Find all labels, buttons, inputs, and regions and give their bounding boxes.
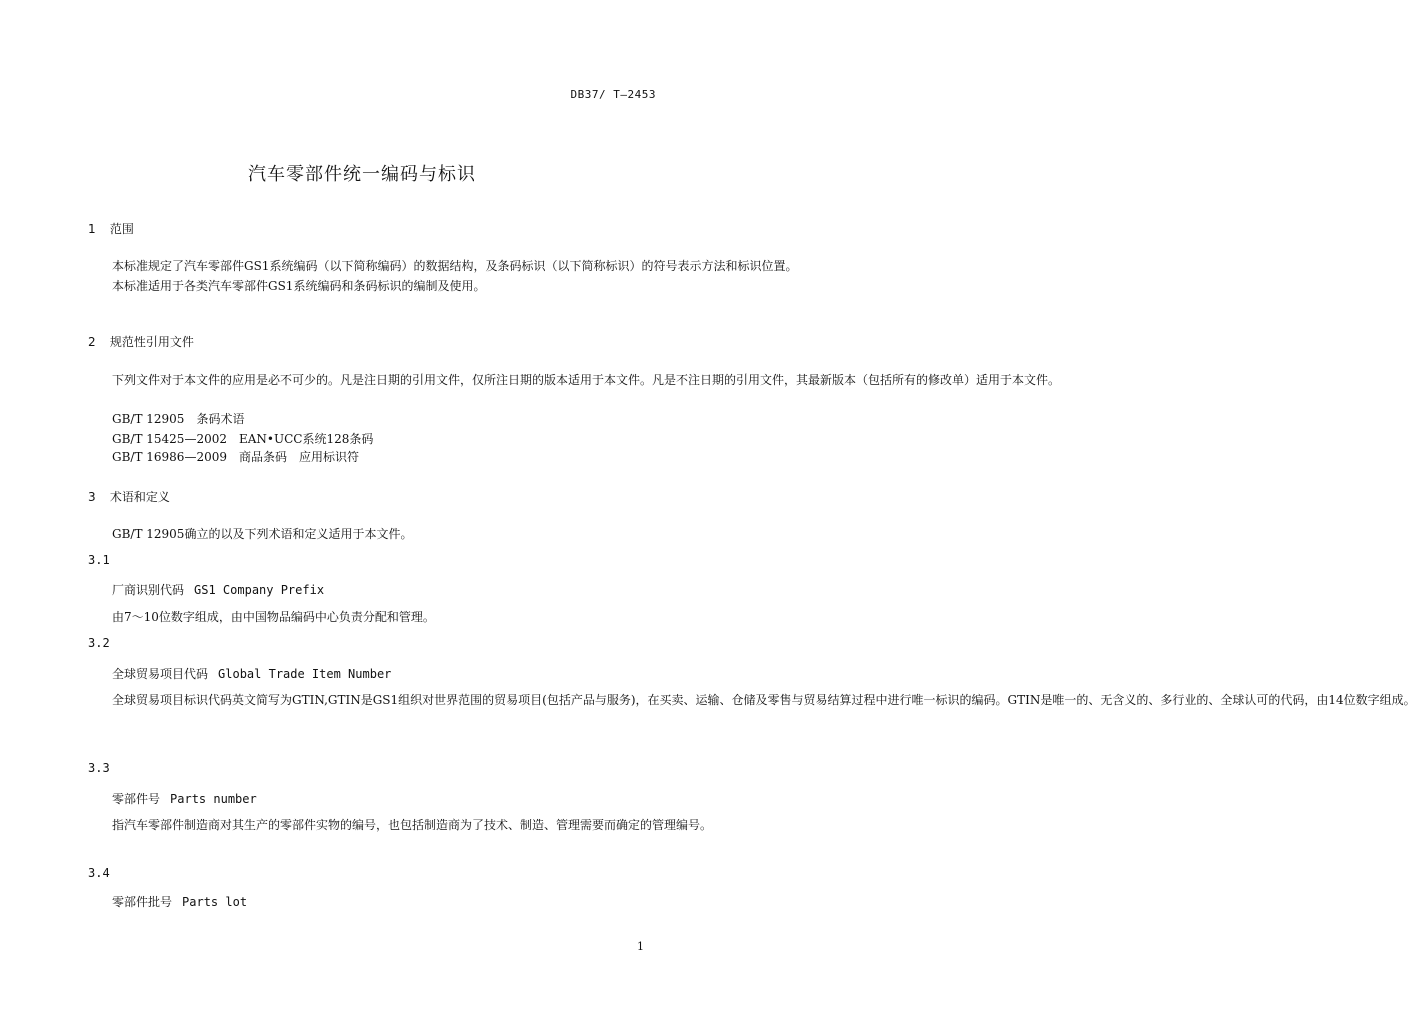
- term-definition: 由7～10位数字组成，由中国物品编码中心负责分配和管理。: [112, 610, 435, 624]
- document-code: DB37/ T—2453: [570, 88, 656, 101]
- term-cn: 零部件批号: [112, 895, 173, 909]
- section-number: 2: [88, 335, 96, 349]
- scope-paragraphs: [88, 256, 798, 296]
- paragraph: 本标准适用于各类汽车零部件GS1系统编码和条码标识的编制及使用。: [112, 279, 486, 293]
- section-number: 1: [88, 222, 96, 236]
- term-number: 3.2: [88, 636, 110, 650]
- paragraph: 本标准规定了汽车零部件GS1系统编码（以下简称编码）的数据结构，及条码标识（以下简称标识）的符号表示方法和标识位置。: [112, 259, 798, 273]
- term-number: 3.1: [88, 553, 110, 567]
- terms-intro: GB/T 12905确立的以及下列术语和定义适用于本文件。: [112, 527, 413, 541]
- term-cn: 厂商识别代码: [112, 583, 185, 597]
- reference-item: GB/T 12905 条码术语: [112, 412, 245, 426]
- term-cn: 全球贸易项目代码: [112, 667, 209, 681]
- reference-item: GB/T 16986—2009 商品条码 应用标识符: [112, 450, 359, 464]
- term-en: GS1 Company Prefix: [194, 583, 325, 597]
- term-definition: [88, 690, 1416, 710]
- term-en: Parts lot: [182, 895, 248, 909]
- page-number: 1: [637, 940, 644, 953]
- term-en: Global Trade Item Number: [218, 667, 392, 681]
- term-number: 3.3: [88, 761, 110, 775]
- section-2-heading: [88, 333, 194, 350]
- refs-intro: [88, 370, 1061, 390]
- section-title: 规范性引用文件: [109, 335, 194, 349]
- section-1-heading: [88, 220, 134, 237]
- section-title: 术语和定义: [109, 490, 170, 504]
- section-number: 3: [88, 490, 96, 504]
- term-definition: [88, 815, 713, 835]
- term-heading: [112, 893, 247, 910]
- section-3-heading: [88, 488, 170, 505]
- paragraph: 指汽车零部件制造商对其生产的零部件实物的编号，也包括制造商为了技术、制造、管理需要而确定的管理编号。: [112, 818, 713, 832]
- term-cn: 零部件号: [112, 792, 161, 806]
- paragraph: 下列文件对于本文件的应用是必不可少的。凡是注日期的引用文件，仅所注日期的版本适用于本文件。凡是不注日期的引用文件，其最新版本（包括所有的修改单）适用于本文件。: [112, 373, 1061, 387]
- term-heading: [112, 581, 324, 598]
- reference-item: GB/T 15425—2002 EAN•UCC系统128条码: [112, 432, 374, 446]
- paragraph: 全球贸易项目标识代码英文简写为GTIN,GTIN是GS1组织对世界范围的贸易项目(包括产品与服务)，在买卖、运输、仓储及零售与贸易结算过程中进行唯一标识的编码。GTIN是唯一的、无含义的、多行业的、全球认可的代码，由14位数字组成。: [112, 693, 1416, 707]
- term-number: 3.4: [88, 866, 110, 880]
- term-en: Parts number: [170, 792, 257, 806]
- section-title: 范围: [109, 222, 134, 236]
- document-title: 汽车零部件统一编码与标识: [248, 164, 476, 185]
- term-heading: [112, 790, 257, 807]
- term-heading: [112, 665, 391, 682]
